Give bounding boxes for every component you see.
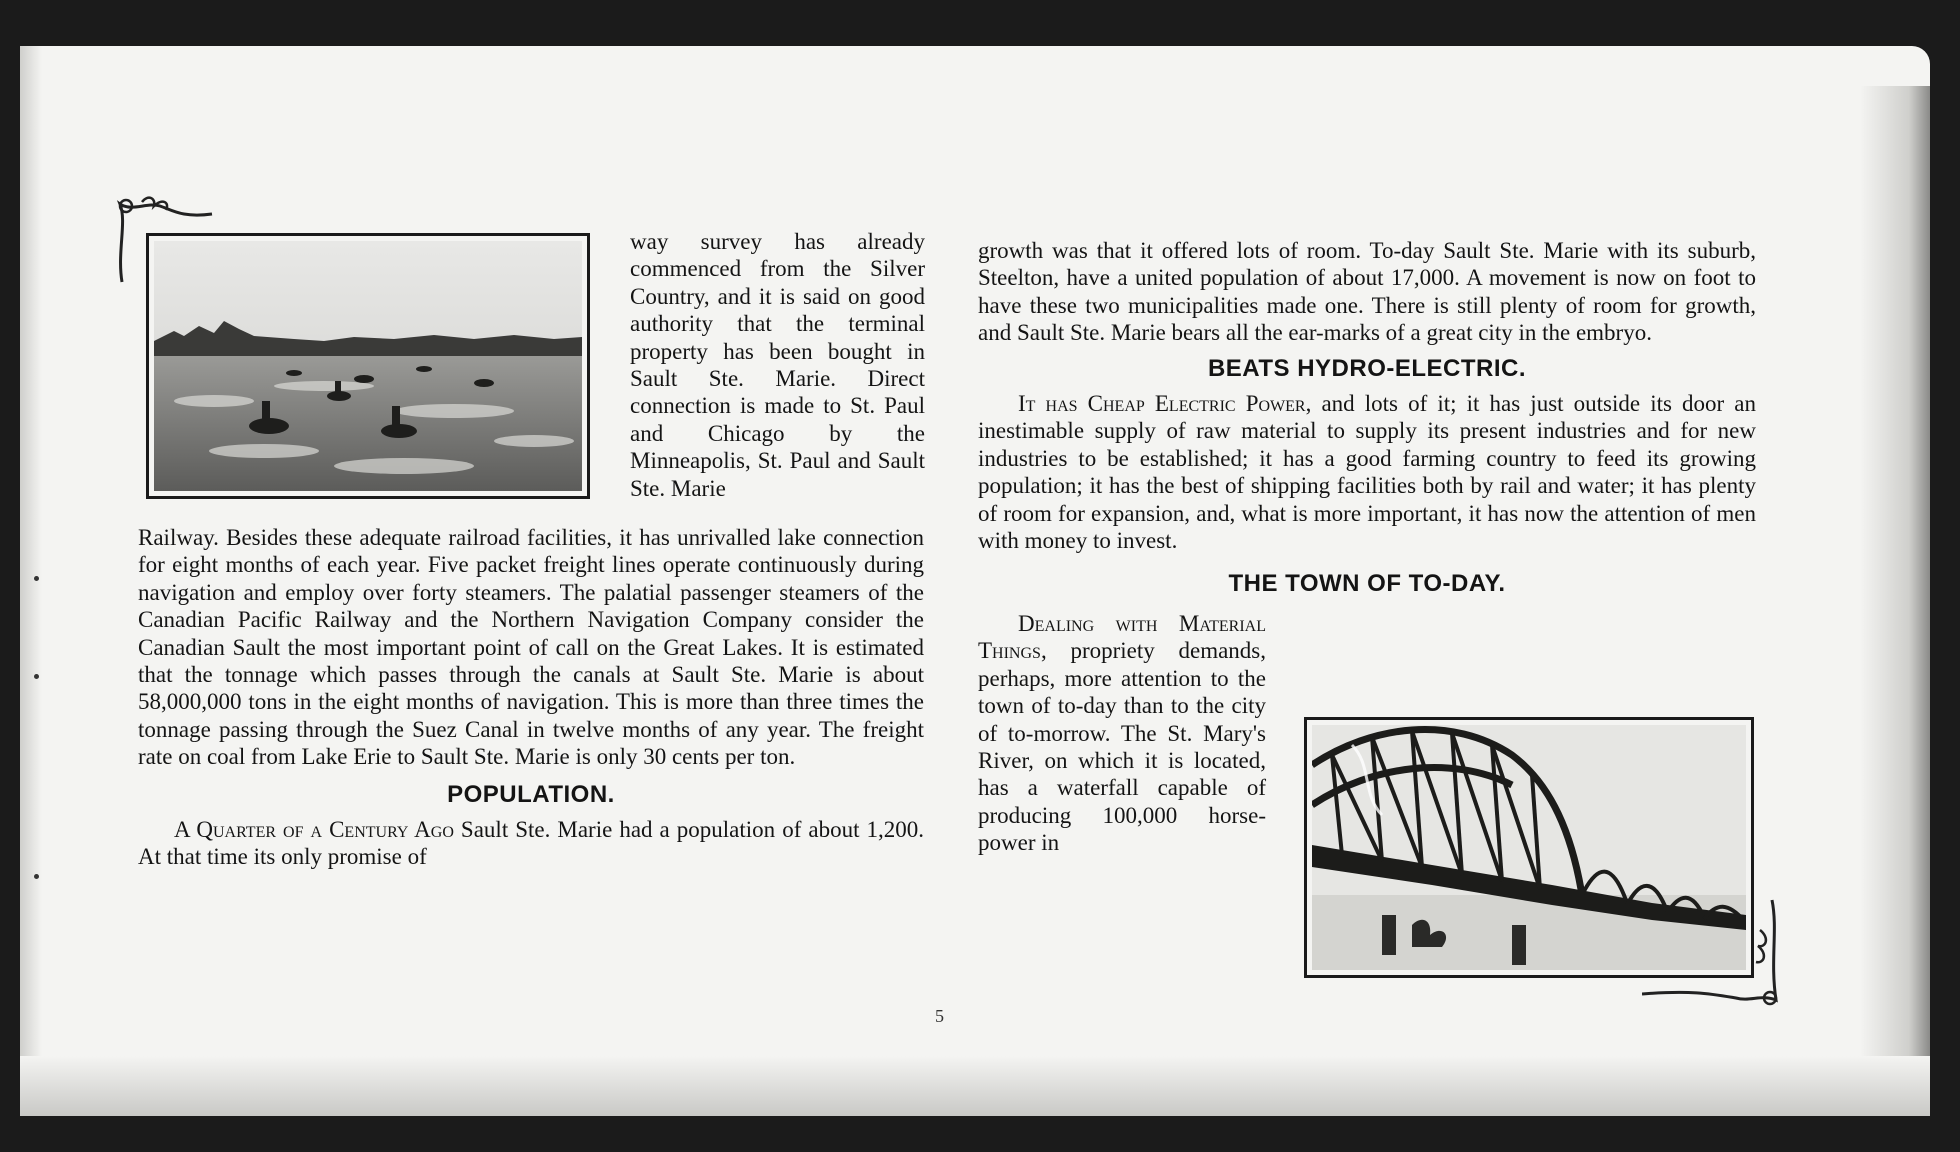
hydro-text: and lots of it; it has just outside its door an inestimable supply of raw material to supply its present industries and for new industries to be established; it has a good farming country to feed its growing population; it has the best of shipping facilities both by rail and water; it has plenty of room for expansion, and, what is more important, it has now the attention of men with money to invest.: [978, 391, 1757, 554]
page-right-edge: [1860, 86, 1930, 1096]
float-paragraph: way survey has already commenced from the Silver Country, and it is said on good authority that the terminal property has been bought in Sault Ste. Marie. Direct connection is made to St. Paul and Chicago by the Minneapolis, St. Paul and Sault Ste. Marie: [630, 229, 925, 501]
population-paragraph: [138, 816, 924, 871]
heading-population: POPULATION.: [447, 780, 615, 808]
population-lead: A Quarter of a Century Ago: [174, 817, 454, 843]
rapids-photo: [146, 233, 590, 499]
margin-mark: [34, 674, 39, 679]
heading-town-of-to-day: THE TOWN OF TO-DAY.: [1228, 570, 1506, 598]
town-text: propriety demands, perhaps, more attention to the town of to-day than to the city of to-morrow. The St. Mary's River, on which it is located, has a waterfall capable of producing 100,000 horse-power in: [978, 638, 1266, 856]
left-column: [138, 524, 924, 871]
railway-paragraph: Railway. Besides these adequate railroad facilities, it has unrivalled lake connection for eight months of each year. Five packet freight lines operate continuously during navigation and employ over forty steamers. The palatial passenger steamers of the Canadian Pacific Railway and the Northern Navigation Company consider the Canadian Sault the most important point of call on the Great Lakes. It is estimated that the tonnage which passes through the canals at Sault Ste. Marie is about 58,000,000 tons in the eight months of navigation. This is more than three times the tonnage passing through the Suez Canal in twelve months of any year. The freight rate on coal from Lake Erie to Sault Ste. Marie is only 30 cents per ton.: [138, 525, 924, 770]
heading-hydro-electric: BEATS HYDRO-ELECTRIC.: [1207, 354, 1527, 382]
margin-mark: [34, 576, 39, 581]
town-lead: Dealing with Material Things,: [978, 610, 1266, 664]
rapids-photo-image: [154, 241, 582, 491]
growth-paragraph: growth was that it offered lots of room. To-day Sault Ste. Marie with its suburb, Steelton, have a united population of about 17,000. A movement is now on foot to have these two municipalities made one. There is still plenty of room for growth, and Sault Ste. Marie bears all the ear-marks of a great city in the embryo.: [978, 238, 1756, 346]
page-binding-edge: [20, 46, 42, 1116]
town-paragraph: [978, 610, 1266, 857]
margin-mark: [34, 874, 39, 879]
left-float-text: [630, 228, 925, 502]
population-text: Sault Ste. Marie had a population of about 1,200. At that time its only promise of: [138, 817, 924, 870]
ornament-bottom-right-icon: [1642, 890, 1782, 1020]
page-bottom-shadow: [20, 1056, 1930, 1116]
hydro-lead: It has Cheap Electric Power,: [1018, 391, 1312, 417]
hydro-paragraph: [978, 390, 1756, 554]
page-number: 5: [935, 1006, 944, 1026]
